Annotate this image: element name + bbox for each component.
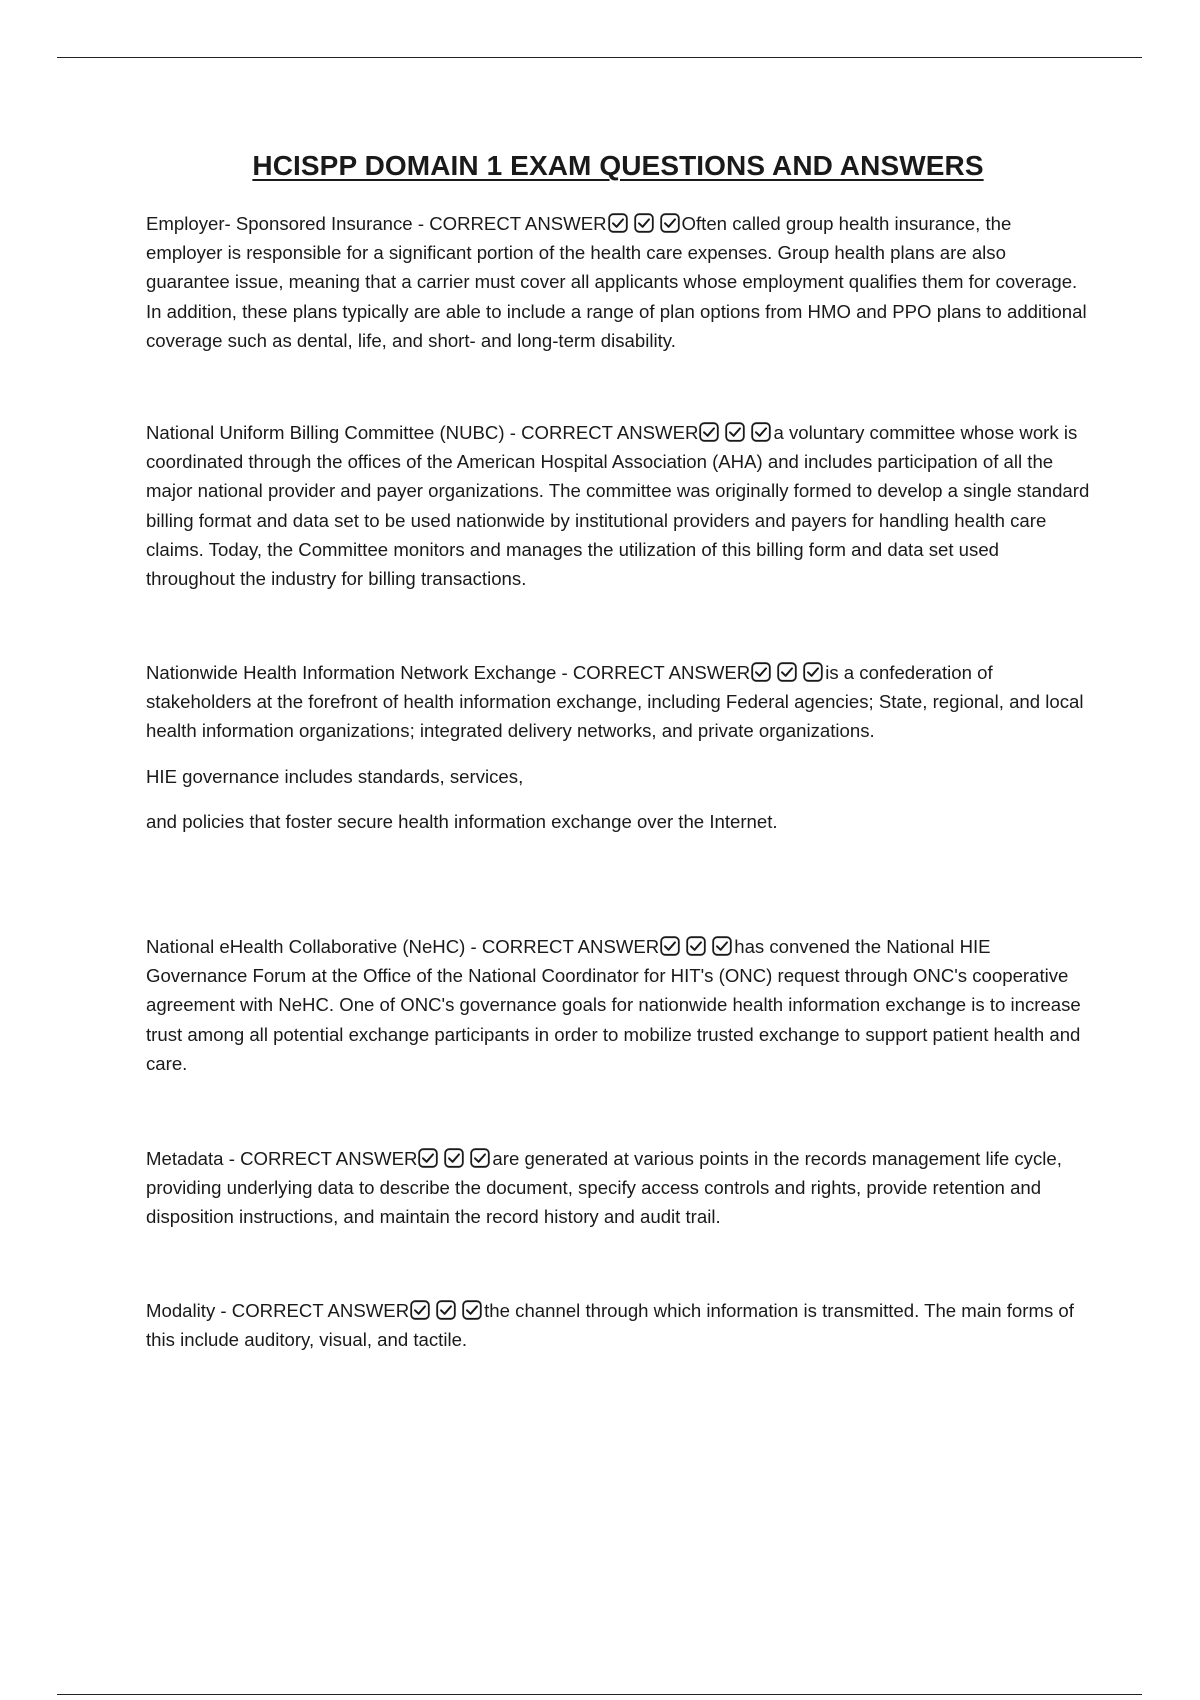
checkmarks xyxy=(660,936,732,956)
checkbox-checked-icon xyxy=(751,422,771,442)
qa-entry xyxy=(146,658,1091,836)
qa-term: Nationwide Health Information Network Exchange xyxy=(146,662,557,683)
top-rule xyxy=(57,57,1142,58)
qa-entry xyxy=(146,932,1091,1078)
checkbox-checked-icon xyxy=(436,1300,456,1320)
separator: - xyxy=(504,422,522,443)
qa-extra-paragraph: HIE governance includes standards, services, xyxy=(146,765,524,787)
checkmarks xyxy=(699,422,771,442)
checkbox-checked-icon xyxy=(608,213,628,233)
separator: - xyxy=(465,936,482,957)
qa-paragraph xyxy=(146,1144,1091,1232)
checkbox-checked-icon xyxy=(410,1300,430,1320)
qa-definition: the channel through which information is transmitted. The main forms of this include auditory, visual, and tactile. xyxy=(146,1300,1074,1351)
qa-extra-paragraph: and policies that foster secure health information exchange over the Internet. xyxy=(146,810,778,832)
checkbox-checked-icon xyxy=(712,936,732,956)
qa-term: Metadata xyxy=(146,1148,224,1169)
checkmarks xyxy=(410,1300,482,1320)
page-title: HCISPP DOMAIN 1 EXAM QUESTIONS AND ANSWERS xyxy=(252,150,984,181)
checkbox-checked-icon xyxy=(725,422,745,442)
checkbox-checked-icon xyxy=(803,662,823,682)
qa-paragraph xyxy=(146,1296,1091,1354)
checkmarks xyxy=(608,213,680,233)
checkbox-checked-icon xyxy=(418,1148,438,1168)
bottom-rule xyxy=(57,1694,1142,1695)
checkbox-checked-icon xyxy=(660,936,680,956)
qa-entry xyxy=(146,209,1091,355)
qa-entry xyxy=(146,1296,1091,1354)
checkbox-checked-icon xyxy=(462,1300,482,1320)
qa-term: National eHealth Collaborative (NeHC) xyxy=(146,936,466,957)
checkbox-checked-icon xyxy=(470,1148,490,1168)
separator: - xyxy=(223,1148,241,1169)
checkbox-checked-icon xyxy=(686,936,706,956)
qa-definition: Often called group health insurance, the employer is responsible for a significant portion of the health care expenses. Group health plans are also guarantee issue, meaning that a carrier must cover all applicants whose employment qualifies them for coverage. In addition, these plans typically are able to include a range of plan options from HMO and PPO plans to additional coverage such as dental, life, and short- and long-term disability. xyxy=(146,213,1087,351)
checkbox-checked-icon xyxy=(634,213,654,233)
qa-definition: a voluntary committee whose work is coordinated through the offices of the American Hospital Association (AHA) and includes participation of all the major national provider and payer organizations. The committee was originally formed to develop a single standard billing format and data set to be used nationwide by institutional providers and payers for handling health care claims. Today, the Committee monitors and manages the utilization of this billing form and data set used throughout the industry for billing transactions. xyxy=(146,422,1090,590)
qa-definition: is a confederation of stakeholders at the forefront of health information exchange, including Federal agencies; State, regional, and local health information organizations; integrated delivery networks, and private organizations. xyxy=(146,662,1084,742)
checkbox-checked-icon xyxy=(751,662,771,682)
separator: - xyxy=(412,213,430,234)
qa-entry xyxy=(146,1144,1091,1232)
checkbox-checked-icon xyxy=(660,213,680,233)
qa-term: National Uniform Billing Committee (NUBC) xyxy=(146,422,505,443)
qa-definition: has convened the National HIE Governance Forum at the Office of the National Coordinator for HIT's (ONC) request through ONC's cooperative agreement with NeHC. One of ONC's governance goals for nationwide health information exchange is to increase trust among all potential exchange participants in order to mobilize trusted exchange to support patient health and care. xyxy=(146,936,1081,1074)
separator: - xyxy=(215,1300,232,1321)
qa-paragraph xyxy=(146,209,1091,355)
checkbox-checked-icon xyxy=(699,422,719,442)
separator: - xyxy=(556,662,573,683)
answer-label: CORRECT ANSWER xyxy=(231,1300,410,1321)
qa-paragraph xyxy=(146,418,1091,593)
qa-term: Employer- Sponsored Insurance xyxy=(146,213,413,234)
qa-entry xyxy=(146,418,1091,593)
answer-label: CORRECT ANSWER xyxy=(572,662,751,683)
checkmarks xyxy=(418,1148,490,1168)
answer-label: CORRECT ANSWER xyxy=(429,213,607,234)
checkmarks xyxy=(751,662,823,682)
qa-paragraph xyxy=(146,658,1091,746)
qa-definition: are generated at various points in the records management life cycle, providing underlying data to describe the document, specify access controls and rights, provide retention and disposition instructions, and maintain the record history and audit trail. xyxy=(146,1148,1062,1228)
qa-paragraph xyxy=(146,932,1091,1078)
answer-label: CORRECT ANSWER xyxy=(521,422,699,443)
checkbox-checked-icon xyxy=(777,662,797,682)
answer-label: CORRECT ANSWER xyxy=(481,936,660,957)
qa-term: Modality xyxy=(146,1300,216,1321)
checkbox-checked-icon xyxy=(444,1148,464,1168)
answer-label: CORRECT ANSWER xyxy=(240,1148,418,1169)
